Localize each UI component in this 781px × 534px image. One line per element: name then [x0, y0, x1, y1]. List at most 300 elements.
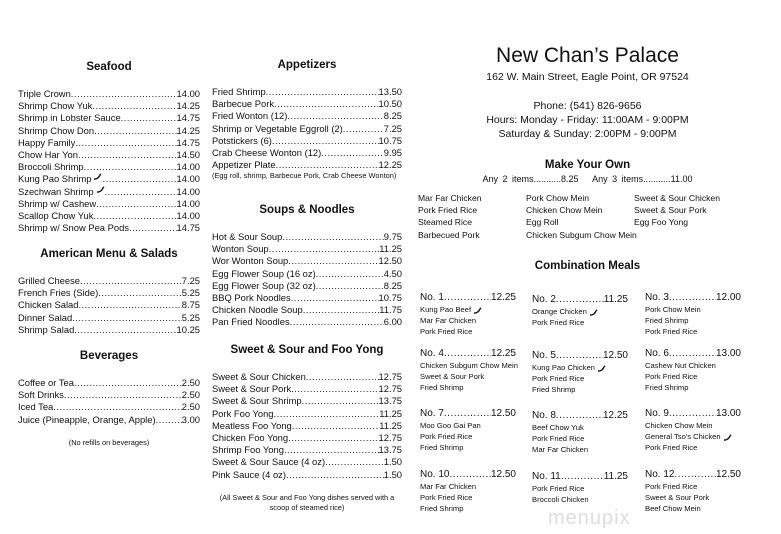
menu-item	[18, 100, 200, 112]
menu-item	[212, 98, 402, 110]
menu-item	[212, 255, 402, 267]
combo-meal	[532, 470, 628, 505]
item-name: French Fries (Side)	[18, 287, 99, 299]
item-price: 13.50	[378, 86, 402, 97]
combo-dish: Pork Chow Mein	[645, 305, 701, 314]
item-price: 14.75	[176, 112, 200, 124]
make-your-own-section	[415, 159, 760, 241]
item-name: Chow Har Yon	[18, 149, 78, 161]
item-name: Hot & Sour Soup	[212, 231, 283, 242]
leader-dots	[288, 432, 378, 444]
item-name: Sweet & Sour Chicken	[212, 371, 306, 382]
option-item: Sweet & Sour Chicken	[634, 193, 720, 203]
menu-item	[18, 312, 200, 324]
leader-dots	[556, 293, 604, 306]
item-name: Wor Wonton Soup	[212, 255, 289, 267]
combo-number: No. 11	[532, 471, 561, 482]
menu-item	[212, 268, 402, 280]
item-price: 10.50	[378, 98, 402, 110]
combo-price: 12.25	[490, 292, 516, 303]
option-item: Chicken Chow Mein	[526, 205, 603, 216]
item-name: Shrimp Chow Don	[18, 124, 95, 136]
combo-number: No. 2	[532, 294, 556, 305]
menu-item	[212, 469, 402, 481]
combo-dish: Beef Chow Mein	[645, 504, 701, 513]
combo-dish: Sweet & Sour Pork	[645, 493, 710, 502]
leader-dots	[292, 420, 379, 432]
item-name: Crab Cheese Wonton (12)	[212, 147, 322, 159]
menu-item	[212, 371, 402, 383]
sweetsour-section	[212, 344, 402, 513]
leader-dots	[282, 231, 383, 243]
combo-dish: Mar Far Chicken	[420, 316, 477, 325]
menu-item	[18, 173, 200, 185]
item-name: Chicken Foo Yong	[212, 432, 289, 444]
item-name: Dinner Salad	[18, 311, 73, 323]
item-name: Chicken Noodle Soup	[212, 304, 303, 316]
menu-item	[18, 275, 200, 287]
leader-dots	[78, 299, 181, 311]
any-three-price: Any 3 items...........11.00	[592, 174, 693, 184]
item-name: Wonton Soup	[212, 243, 269, 255]
menu-item	[18, 299, 200, 311]
menu-item	[212, 444, 402, 456]
combo-dish: Pork Fried Rice	[420, 432, 473, 441]
item-name: Shrimp Salad	[18, 323, 75, 335]
option-item: Pork Chow Mein	[526, 193, 590, 203]
item-name: Scallop Chow Yuk	[18, 210, 94, 222]
menu-item	[212, 147, 402, 159]
combo-meal	[645, 347, 741, 393]
item-price: 12.75	[378, 432, 402, 444]
hours-weekday: Hours: Monday - Friday: 11:00AM - 9:00PM	[486, 114, 689, 126]
menu-item	[18, 186, 200, 198]
option-item	[634, 229, 754, 241]
combo-number: No. 4	[420, 348, 444, 359]
soups-section	[212, 204, 402, 329]
appetizers-note: (Egg roll, shrimp, Barbecue Pork, Crab Cheese Wonton)	[212, 171, 397, 181]
item-price: 10.75	[378, 134, 402, 146]
item-price: 9.95	[383, 147, 402, 159]
item-name: Appetizer Plate	[212, 159, 276, 171]
combo-meal	[645, 468, 741, 514]
item-name: Shrimp in Lobster Sauce	[18, 112, 121, 124]
item-price: 2.50	[181, 389, 200, 401]
item-price: 14.00	[176, 88, 200, 99]
option-item: Mar Far Chicken	[418, 193, 482, 203]
item-name: Soft Drinks	[18, 389, 64, 401]
leader-dots	[71, 88, 177, 100]
menu-item	[212, 408, 402, 420]
combo-dish: Pork Fried Rice	[532, 318, 585, 327]
leader-dots	[321, 147, 383, 159]
leader-dots	[276, 159, 379, 171]
combo-dish: Sweet & Sour Pork	[420, 372, 485, 381]
leader-dots	[102, 173, 176, 185]
leader-dots	[444, 291, 491, 304]
item-name: Barbecue Pork	[212, 98, 275, 110]
item-name: Sweet & Sour Pork	[212, 383, 292, 395]
item-price: 10.25	[176, 323, 200, 335]
item-price: 14.00	[176, 197, 200, 209]
combo-number: No. 3	[645, 292, 669, 303]
item-name: Pan Fried Noodles	[212, 316, 290, 328]
item-name: Egg Flower Soup (16 oz)	[212, 267, 316, 279]
item-price: 10.75	[378, 292, 402, 304]
section-title: Beverages	[79, 350, 139, 362]
menu-item	[212, 231, 402, 243]
beverages-section	[18, 350, 200, 448]
combo-price: 12.50	[490, 408, 516, 419]
menu-item	[18, 287, 200, 299]
menu-item	[212, 383, 402, 395]
option-item: Steamed Rice	[418, 217, 472, 228]
combo-number: No. 9	[645, 408, 669, 419]
item-price: 6.00	[383, 316, 402, 328]
menu-item	[212, 395, 402, 407]
item-price: 4.50	[383, 267, 402, 279]
combo-dish: Orange Chicken	[532, 306, 628, 317]
option-item: Chicken Subgum Chow Mein	[526, 229, 637, 240]
leader-dots	[286, 469, 384, 481]
item-name: Szechwan Shrimp	[18, 185, 94, 197]
leader-dots	[274, 408, 380, 420]
any-two-price: Any 2 items...........8.25	[482, 174, 579, 184]
leader-dots	[156, 414, 182, 426]
chili-pepper-icon	[589, 309, 598, 316]
combo-dish: Fried Shrimp	[420, 504, 464, 513]
menu-item	[18, 324, 200, 336]
combo-dish: Chicken Chow Mein	[645, 421, 713, 430]
combo-dish: Fried Shrimp	[645, 383, 689, 392]
item-name: Fried Shrimp	[212, 86, 266, 97]
leader-dots	[53, 401, 181, 413]
leader-dots	[291, 383, 378, 395]
combo-dish: Pork Fried Rice	[645, 482, 698, 491]
leader-dots	[669, 347, 716, 360]
leader-dots	[72, 312, 182, 324]
combo-meal	[420, 291, 516, 337]
combo-meal	[532, 349, 628, 395]
combo-dish: Pork Fried Rice	[645, 327, 698, 336]
combo-meal	[532, 409, 628, 455]
item-price: 14.75	[176, 222, 200, 234]
item-price: 5.25	[181, 287, 200, 299]
item-price: 8.25	[383, 110, 402, 122]
item-price: 7.25	[383, 122, 402, 134]
item-price: 11.25	[379, 419, 402, 431]
leader-dots	[80, 275, 182, 287]
combo-price: 12.00	[715, 292, 741, 303]
combo-dish: Pork Fried Rice	[532, 374, 585, 383]
item-price: 14.25	[176, 124, 200, 136]
leader-dots	[306, 371, 379, 383]
item-name: Shrimp w/ Cashew	[18, 197, 97, 209]
leader-dots	[302, 395, 379, 407]
item-price: 14.50	[176, 149, 200, 161]
item-name: Shrimp w/ Snow Pea Pods	[18, 222, 129, 234]
menu-item	[18, 389, 200, 401]
item-price: 12.25	[378, 159, 402, 171]
combo-dish: Pork Fried Rice	[532, 434, 585, 443]
menu-item	[212, 243, 402, 255]
combo-dish: Pork Fried Rice	[645, 443, 698, 452]
item-name: Shrimp Chow Yuk	[18, 100, 93, 112]
combo-price: 12.25	[602, 410, 628, 421]
option-item: Egg Roll	[526, 217, 559, 228]
option-item: Sweet & Sour Pork	[634, 205, 707, 216]
item-price: 14.25	[176, 100, 200, 112]
hours-weekend: Saturday & Sunday: 2:00PM - 9:00PM	[498, 128, 677, 140]
menu-item	[212, 432, 402, 444]
item-name: Kung Pao Shrimp	[18, 173, 92, 185]
combo-price: 11.25	[603, 294, 628, 305]
combo-dish: Chicken Subgum Chow Mein	[420, 361, 518, 370]
leader-dots	[129, 222, 177, 234]
combo-dish: Kung Pao Chicken	[532, 362, 628, 373]
chili-pepper-icon	[93, 173, 102, 180]
combo-price: 13.00	[715, 348, 741, 359]
combo-dish: Broccoli Chicken	[532, 495, 589, 504]
combo-dish: Fried Shrimp	[420, 383, 464, 392]
leader-dots	[444, 407, 491, 420]
item-price: 14.00	[176, 185, 200, 197]
combo-meal	[420, 468, 516, 514]
item-price: 14.00	[176, 210, 200, 222]
combo-meal	[645, 291, 741, 337]
item-name: Broccoli Shrimp	[18, 161, 84, 173]
leader-dots	[75, 137, 176, 149]
combo-dish: Pork Fried Rice	[420, 493, 473, 502]
item-name: Grilled Cheese	[18, 275, 81, 286]
leader-dots	[288, 255, 378, 267]
combo-dish: Pork Fried Rice	[645, 372, 698, 381]
combination-section	[415, 260, 760, 272]
item-price: 13.75	[378, 395, 402, 407]
leader-dots	[272, 135, 379, 147]
leader-dots	[556, 349, 603, 362]
combo-dish: Pork Fried Rice	[532, 484, 585, 493]
chili-pepper-icon	[723, 434, 732, 441]
address: 162 W. Main Street, Eagle Point, OR 97524	[486, 71, 689, 83]
sweetsour-note: (All Sweet & Sour and Foo Yong dishes served with a scoop of steamed rice)	[219, 492, 395, 512]
item-price: 5.25	[181, 311, 200, 323]
menu-item	[18, 198, 200, 210]
item-name: Triple Crown	[18, 88, 71, 99]
item-price: 12.50	[378, 255, 402, 267]
seafood-section	[18, 61, 200, 234]
combo-dish: General Tso's Chicken	[645, 431, 741, 442]
item-name: Egg Flower Soup (32 oz)	[212, 279, 316, 291]
item-price: 8.75	[181, 299, 200, 311]
menu-item	[212, 304, 402, 316]
section-title: Seafood	[86, 61, 132, 73]
combo-number: No. 6	[645, 348, 669, 359]
american-section	[18, 248, 200, 336]
restaurant-name: New Chan’s Palace	[496, 44, 679, 67]
combo-dish: Kung Pao Beef	[420, 304, 516, 315]
item-name: Coffee or Tea	[18, 377, 74, 388]
menu-item	[18, 137, 200, 149]
menu-item	[212, 420, 402, 432]
leader-dots	[290, 316, 384, 328]
combo-dish: Mar Far Chicken	[532, 445, 589, 454]
menu-item	[18, 377, 200, 389]
restaurant-header	[415, 44, 760, 141]
item-price: 14.00	[176, 173, 200, 185]
chili-pepper-icon	[597, 365, 606, 372]
item-name: Juice (Pineapple, Orange, Apple)	[18, 413, 156, 425]
item-price: 2.50	[181, 401, 200, 413]
leader-dots	[669, 407, 716, 420]
leader-dots	[96, 198, 176, 210]
item-name: Potstickers (6)	[212, 134, 272, 146]
item-name: Pink Sauce (4 oz)	[212, 468, 286, 480]
combo-dish: Mar Far Chicken	[420, 482, 477, 491]
item-price: 1.50	[383, 456, 402, 468]
menu-item	[18, 161, 200, 173]
menu-item	[18, 210, 200, 222]
combo-number: No. 7	[420, 408, 444, 419]
leader-dots	[556, 409, 603, 422]
leader-dots	[78, 149, 177, 161]
leader-dots	[316, 280, 384, 292]
menu-item	[212, 159, 402, 171]
menu-item	[18, 149, 200, 161]
item-price: 1.50	[383, 468, 402, 480]
combo-price: 12.50	[602, 350, 628, 361]
item-price: 11.25	[379, 243, 402, 255]
menu-item	[212, 292, 402, 304]
item-price: 7.25	[181, 275, 200, 286]
chili-pepper-icon	[96, 186, 105, 193]
section-title: Appetizers	[277, 59, 337, 71]
combo-price: 12.50	[490, 469, 516, 480]
combo-dish: Pork Fried Rice	[420, 327, 473, 336]
item-price: 14.00	[176, 161, 200, 173]
phone: Phone: (541) 826-9656	[533, 100, 642, 112]
leader-dots	[121, 112, 177, 124]
leader-dots	[74, 377, 182, 389]
menu-item	[18, 222, 200, 234]
leader-dots	[92, 100, 176, 112]
leader-dots	[284, 444, 379, 456]
leader-dots	[269, 243, 380, 255]
item-name: BBQ Pork Noodles	[212, 292, 291, 304]
item-price: 13.75	[378, 444, 402, 456]
leader-dots	[674, 468, 716, 481]
item-price: 12.75	[378, 383, 402, 395]
item-name: Iced Tea	[18, 401, 54, 413]
leader-dots	[94, 125, 176, 137]
section-title: Combination Meals	[534, 260, 641, 272]
item-price: 2.50	[181, 377, 200, 388]
combo-price: 11.25	[603, 471, 628, 482]
menu-item	[212, 86, 402, 98]
leader-dots	[84, 161, 177, 173]
combo-number: No. 10	[420, 469, 450, 480]
leader-dots	[74, 324, 176, 336]
menu-item	[212, 316, 402, 328]
combo-meal	[420, 347, 516, 393]
menu-item	[18, 414, 200, 426]
combo-price: 13.00	[715, 408, 741, 419]
option-item: Pork Fried Rice	[418, 205, 478, 216]
section-title: Soups & Noodles	[259, 204, 355, 216]
leader-dots	[93, 210, 176, 222]
leader-dots	[444, 347, 491, 360]
chili-pepper-icon	[473, 307, 482, 314]
menu-item	[212, 280, 402, 292]
watermark: menupix	[548, 507, 631, 529]
leader-dots	[325, 456, 384, 468]
leader-dots	[303, 304, 380, 316]
section-title: Sweet & Sour and Foo Yong	[230, 344, 384, 356]
leader-dots	[98, 287, 182, 299]
combo-price: 12.25	[490, 348, 516, 359]
menu-item	[212, 135, 402, 147]
item-price: 11.75	[379, 304, 402, 316]
combo-dish: Fried Shrimp	[532, 385, 576, 394]
combo-dish: Cashew Nut Chicken	[645, 361, 716, 370]
combo-number: No. 8	[532, 410, 556, 421]
item-name: Chicken Salad	[18, 299, 79, 311]
menu-item	[18, 401, 200, 413]
leader-dots	[105, 186, 177, 198]
leader-dots	[266, 86, 379, 98]
leader-dots	[274, 98, 379, 110]
section-title: Make Your Own	[544, 159, 631, 171]
combo-dish: Beef Chow Yuk	[532, 423, 584, 432]
combo-meal	[420, 407, 516, 453]
section-title: American Menu & Salads	[40, 248, 178, 260]
menu-item	[18, 112, 200, 124]
item-price: 14.75	[176, 136, 200, 148]
leader-dots	[316, 268, 384, 280]
leader-dots	[64, 389, 182, 401]
combo-price: 12.50	[715, 469, 741, 480]
item-price: 9.75	[383, 231, 402, 242]
leader-dots	[287, 110, 383, 122]
item-price: 3.00	[181, 413, 200, 425]
beverages-note: (No refills on beverages)	[68, 437, 150, 447]
option-item: Egg Foo Yong	[634, 217, 688, 228]
combo-dish: Fried Shrimp	[420, 443, 464, 452]
combo-number: No. 1	[420, 292, 444, 303]
item-name: Fried Wonton (12)	[212, 110, 288, 122]
menu-item	[18, 125, 200, 137]
combo-meal	[532, 293, 628, 328]
leader-dots	[449, 468, 491, 481]
menu-item	[212, 110, 402, 122]
leader-dots	[291, 292, 379, 304]
combo-dish: Moo Goo Gai Pan	[420, 421, 481, 430]
item-price: 8.25	[383, 279, 402, 291]
item-name: Pork Foo Yong	[212, 407, 274, 419]
leader-dots	[669, 291, 716, 304]
item-price: 12.75	[378, 371, 402, 382]
menu-item	[212, 123, 402, 135]
item-name: Shrimp or Vegetable Eggroll (2)	[212, 122, 343, 134]
leader-dots	[343, 123, 384, 135]
item-name: Happy Family	[18, 136, 76, 148]
combo-dish: Fried Shrimp	[645, 316, 689, 325]
item-name: Shrimp Foo Yong	[212, 444, 284, 456]
item-name: Sweet & Sour Sauce (4 oz)	[212, 456, 326, 468]
menu-item	[18, 88, 200, 100]
option-item: Barbecued Pork	[418, 229, 480, 240]
leader-dots	[561, 470, 604, 483]
